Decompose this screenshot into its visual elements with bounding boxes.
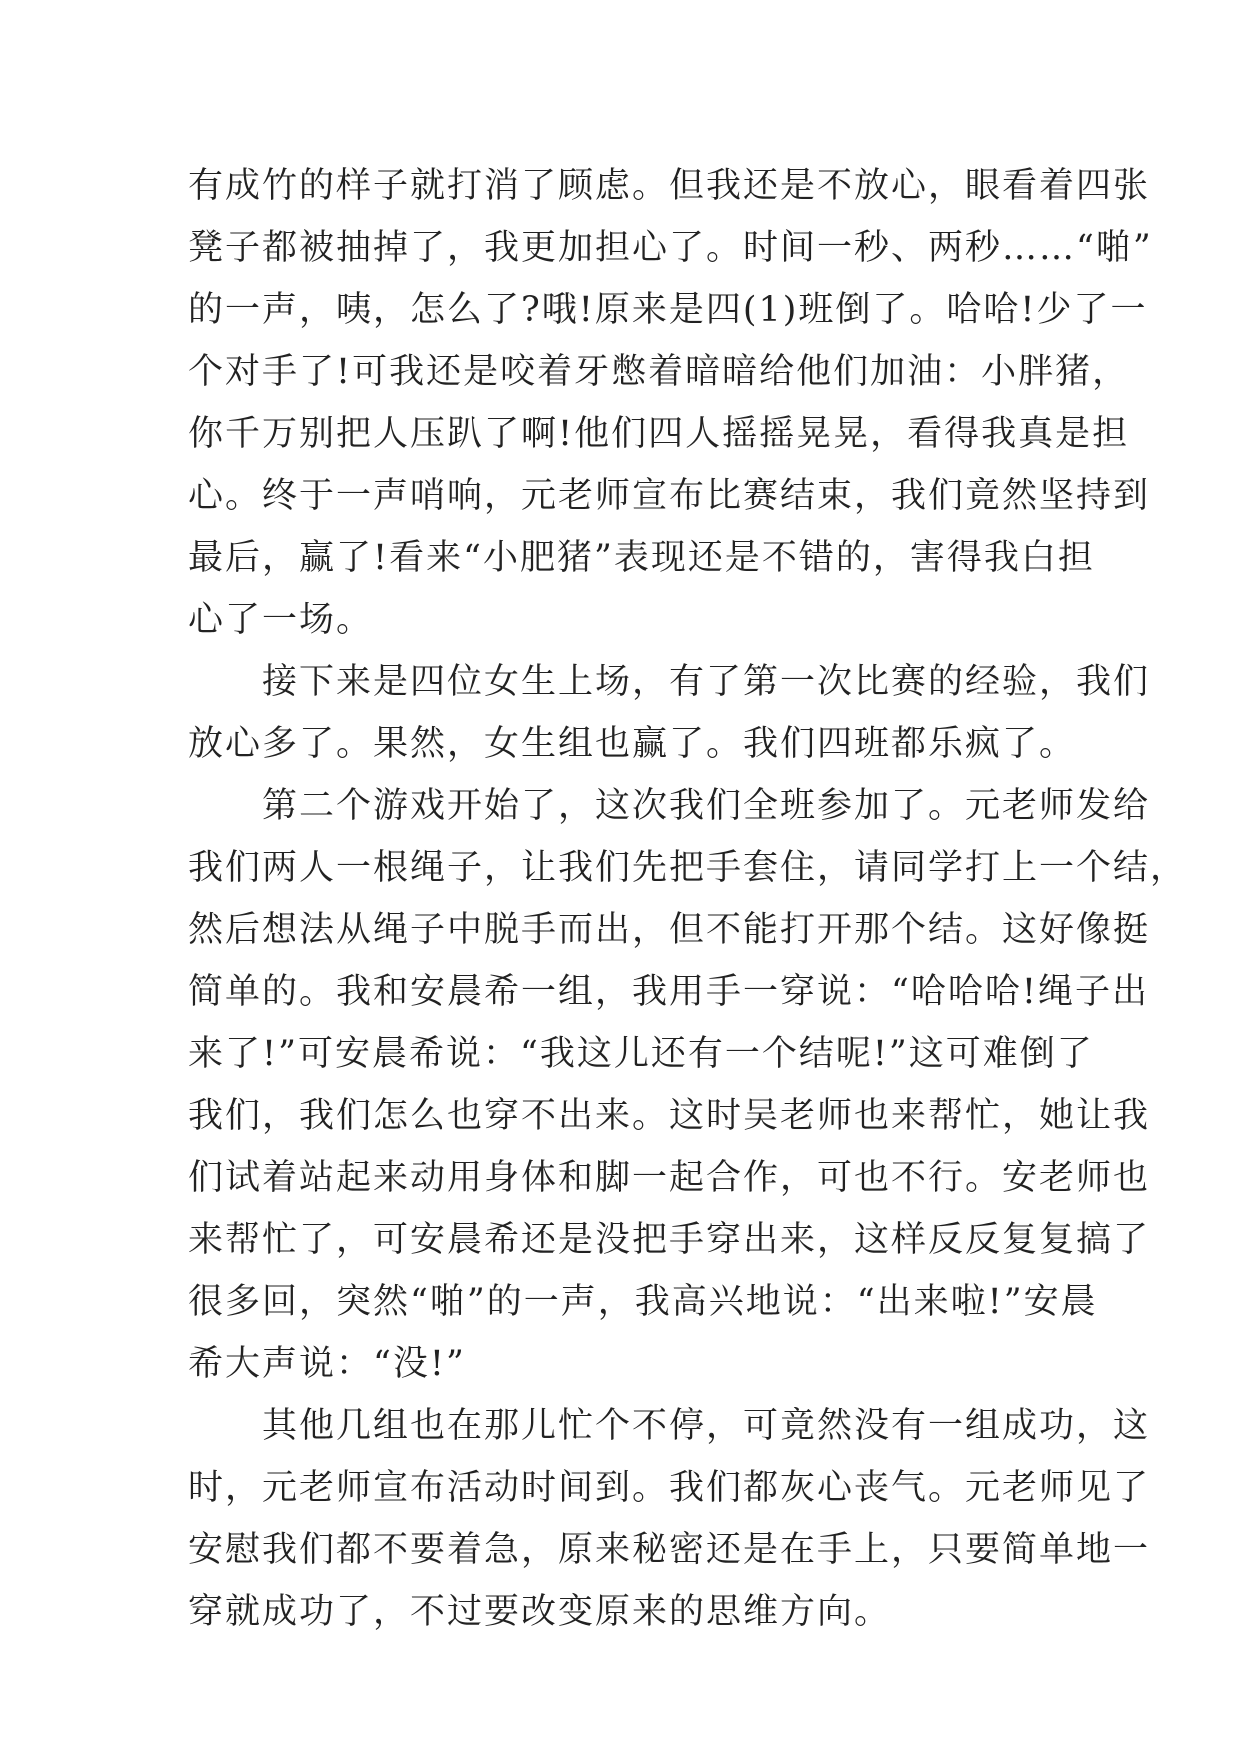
text-line: 来了!”可安晨希说：“我这儿还有一个结呢!”这可难倒了 [188,1034,1094,1074]
text-line: 心了一场。 [188,600,374,640]
text-line: 我们，我们怎么也穿不出来。这时吴老师也来帮忙，她让我 [188,1096,1151,1136]
text-line: 然后想法从绳子中脱手而出，但不能打开那个结。这好像挺 [188,910,1151,950]
text-line: 们试着站起来动用身体和脚一起合作，可也不行。安老师也 [188,1158,1151,1198]
text-line: 心。终于一声哨响，元老师宣布比赛结束，我们竟然坚持到 [188,476,1151,516]
text-line: 希大声说：“没!” [188,1344,466,1384]
text-line: 我们两人一根绳子，让我们先把手套住，请同学打上一个结， [188,848,1188,888]
text-line: 来帮忙了，可安晨希还是没把手穿出来，这样反反复复搞了 [188,1220,1151,1260]
text-line: 个对手了!可我还是咬着牙憋着暗暗给他们加油：小胖猪， [188,352,1130,392]
text-line: 安慰我们都不要着急，原来秘密还是在手上，只要简单地一 [188,1530,1151,1570]
text-line: 穿就成功了，不过要改变原来的思维方向。 [188,1592,892,1632]
text-line: 简单的。我和安晨希一组，我用手一穿说：“哈哈哈!绳子出 [188,972,1149,1012]
text-line: 的一声，咦，怎么了?哦!原来是四(1)班倒了。哈哈!少了一 [188,290,1148,330]
text-line: 其他几组也在那儿忙个不停，可竟然没有一组成功，这 [188,1406,1151,1446]
text-line: 你千万别把人压趴了啊!他们四人摇摇晃晃，看得我真是担 [188,414,1130,454]
text-line: 很多回，突然“啪”的一声，我高兴地说：“出来啦!”安晨 [188,1282,1098,1322]
text-line: 有成竹的样子就打消了顾虑。但我还是不放心，眼看着四张 [188,166,1151,206]
text-line: 时，元老师宣布活动时间到。我们都灰心丧气。元老师见了 [188,1468,1151,1508]
text-line: 放心多了。果然，女生组也赢了。我们四班都乐疯了。 [188,724,1077,764]
text-line: 最后，赢了!看来“小肥猪”表现还是不错的，害得我白担 [188,538,1095,578]
text-line: 接下来是四位女生上场，有了第一次比赛的经验，我们 [188,662,1151,702]
document-body [188,155,1188,1643]
text-line: 凳子都被抽掉了，我更加担心了。时间一秒、两秒……“啪” [188,228,1153,268]
text-line: 第二个游戏开始了，这次我们全班参加了。元老师发给 [188,786,1151,826]
